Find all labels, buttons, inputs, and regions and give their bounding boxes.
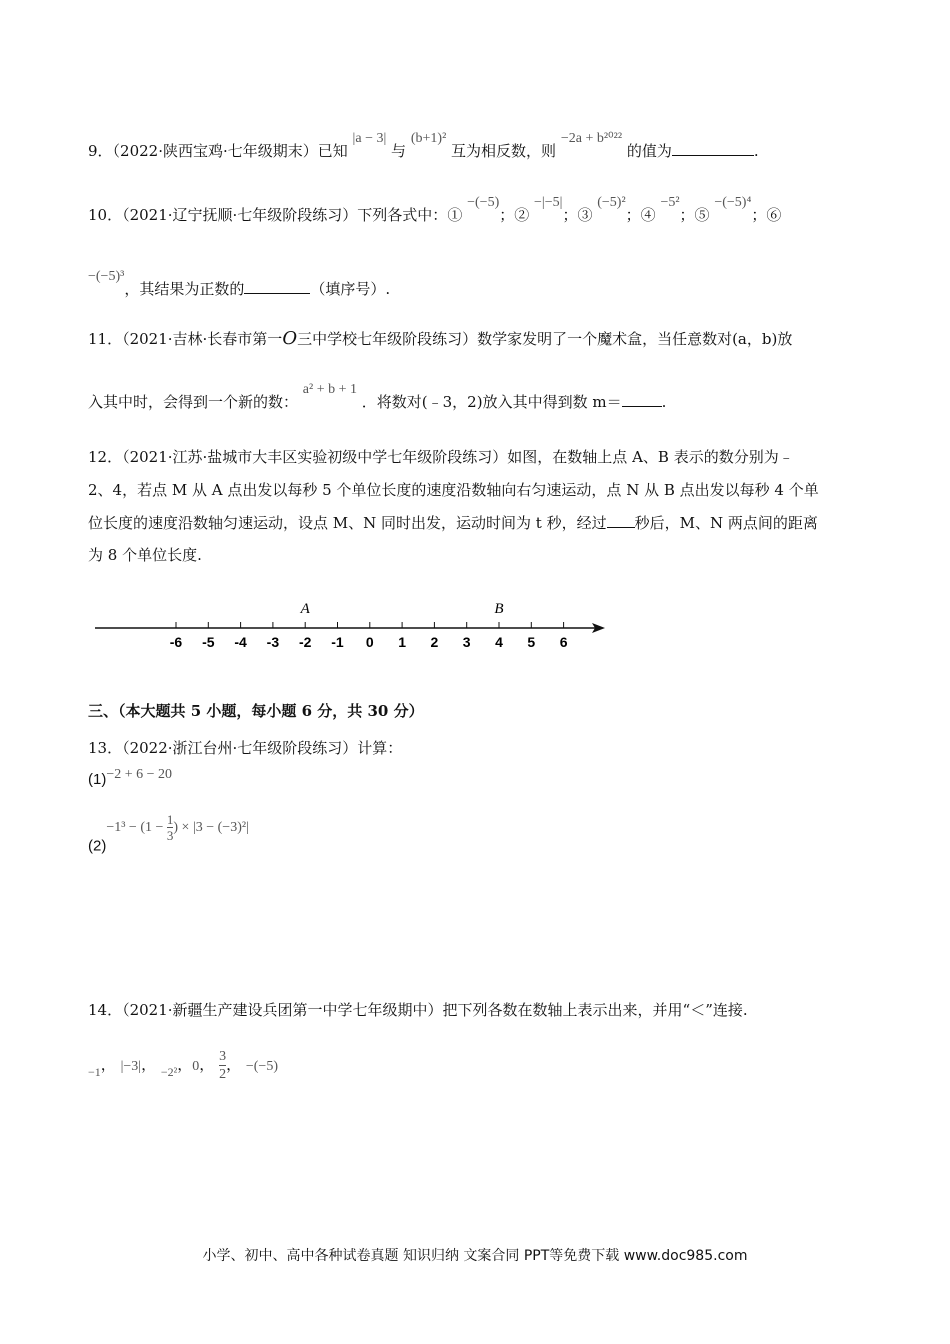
text: ．将数对(﹣3，2)放入其中得到数 m＝ [361, 393, 622, 411]
value: 0 [192, 1058, 200, 1074]
value: |−3| [120, 1058, 142, 1074]
math-expr: (−5)² [597, 195, 626, 210]
question-12-line4: 为 8 个单位长度. [88, 546, 202, 564]
sep: ， [199, 1055, 215, 1074]
fraction [219, 1048, 226, 1083]
math-expr [106, 812, 249, 843]
math-expr: |a − 3| [352, 131, 387, 146]
sep: ， [226, 1055, 242, 1074]
answer-blank[interactable] [607, 513, 635, 528]
text: （填序号）. [310, 280, 391, 298]
question-12-line3 [88, 512, 818, 533]
question-14: 14．（2021·新疆生产建设兵团第一中学七年级期中）把下列各数在数轴上表示出来，并用“＜”连接. [88, 1001, 748, 1019]
value: −1 [88, 1064, 101, 1079]
text: 与 [391, 142, 407, 160]
question-11-line2 [88, 382, 667, 412]
text: O [282, 328, 298, 349]
text: ；③ [562, 206, 593, 224]
tick-label: -4 [234, 634, 247, 650]
text: 秒后，M、N 两点间的距离 [634, 514, 818, 532]
point-label: A [300, 601, 310, 617]
section-heading: 三、（本大题共 5 小题，每小题 6 分，共 30 分） [88, 702, 424, 720]
tick-label: -3 [266, 634, 280, 650]
tick-label: 2 [430, 634, 439, 650]
tick-label: 3 [462, 634, 471, 650]
text: ；② [499, 206, 530, 224]
q-source: （2021·吉林·长春市第一 [122, 330, 283, 348]
math-expr: −(−5)³ [88, 269, 125, 284]
number-line [90, 595, 620, 655]
numerator: 3 [219, 1049, 227, 1064]
sep: ， [141, 1055, 157, 1074]
tick-label: 5 [527, 634, 536, 650]
tick-label: -5 [202, 634, 215, 650]
footer: 小学、初中、高中各种试卷真题 知识归纳 文案合同 PPT等免费下载 www.doc985.com [202, 1248, 748, 1264]
q-source: （2021·辽宁抚顺·七年级阶段练习）下列各式中： [122, 206, 448, 224]
question-11 [88, 328, 792, 349]
math-expr: a² + b + 1 [302, 382, 357, 397]
numerator: 1 [166, 812, 174, 827]
tick-label: 0 [365, 634, 374, 650]
q-num: 11． [88, 330, 123, 348]
text: ，其结果为正数的 [124, 280, 245, 298]
math-expr: −(−5)⁴ [714, 195, 752, 210]
denominator: 3 [166, 828, 174, 843]
text: ① [447, 206, 463, 224]
text: . [753, 142, 759, 160]
question-12: 12．（2021·江苏·盐城市大丰区实验初级中学七年级阶段练习）如图，在数轴上点 A、B 表示的数分别为﹣ [88, 448, 794, 466]
text: 入其中时，会得到一个新的数： [88, 393, 299, 411]
sep: ， [177, 1055, 193, 1074]
question-10 [88, 195, 782, 225]
math-expr: −|−5| [534, 195, 563, 210]
math-expr: −5² [660, 195, 680, 210]
answer-blank[interactable] [244, 279, 310, 294]
sep: ， [100, 1055, 116, 1074]
q-num: 10． [88, 206, 123, 224]
tick-label: 4 [495, 634, 503, 650]
part-label: (2) [88, 837, 107, 855]
question-12-line2: 2、4，若点 M 从 A 点出发以每秒 5 个单位长度的速度沿数轴向右匀速运动，点 N 从 B 点出发以每秒 4 个单 [88, 481, 819, 499]
q13-part2 [88, 812, 249, 863]
q-source: （2022·陕西宝鸡·七年级期末）已知 [112, 142, 348, 160]
q14-values [88, 1048, 278, 1083]
text: ；⑤ [679, 206, 710, 224]
expr-part: −1³ − (1 − [106, 819, 167, 835]
part-label: (1) [88, 771, 107, 788]
tick-label: -2 [298, 634, 312, 650]
tick-label: -1 [331, 634, 344, 650]
math-expr: −2 + 6 − 20 [106, 767, 173, 782]
value: −(−5) [245, 1058, 278, 1074]
tick-label: -6 [169, 634, 183, 650]
math-expr: −2a + b²⁰²² [560, 131, 623, 146]
denominator: 2 [219, 1067, 227, 1082]
q13-part1 [88, 767, 173, 789]
point-label: B [494, 601, 504, 617]
tick-label: 1 [398, 634, 406, 650]
text: ；④ [625, 206, 656, 224]
expr-part: ) × |3 − (−3)²| [173, 819, 249, 835]
question-10-line2 [88, 269, 391, 299]
question-9 [88, 131, 759, 161]
text: 三中学校七年级阶段练习）数学家发明了一个魔术盒，当任意数对(a，b)放 [297, 330, 793, 348]
q-num: 9． [88, 142, 113, 160]
text: 互为相反数，则 [451, 142, 557, 160]
answer-blank[interactable] [672, 141, 754, 156]
tick-label: 6 [559, 634, 568, 650]
text: 位长度的速度沿数轴匀速运动，设点 M、N 同时出发，运动时间为 t 秒，经过 [88, 514, 607, 532]
text: 的值为 [626, 142, 672, 160]
question-13: 13．（2022·浙江台州·七年级阶段练习）计算： [88, 739, 403, 757]
value: −2² [160, 1064, 178, 1079]
text: ；⑥ [751, 206, 782, 224]
answer-blank[interactable] [622, 392, 662, 407]
math-expr: −(−5) [467, 195, 500, 210]
math-expr: (b+1)² [410, 131, 447, 146]
text: . [661, 393, 667, 411]
